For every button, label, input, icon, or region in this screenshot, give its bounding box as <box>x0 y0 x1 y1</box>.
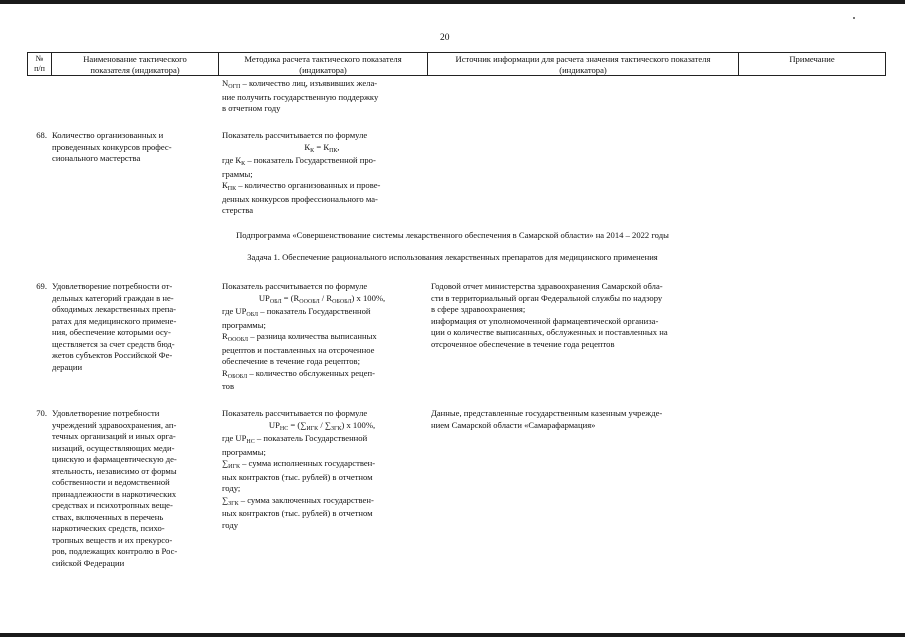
top-scan-border <box>0 0 905 4</box>
row68-method: Показатель рассчитывается по формуле $К_К = К_{ПК}$, где $К_К$ – показатель Государственной про- граммы; $К_{ПК}$ – количество организованных и прове- денных конкурсов профессионального ма- стерства <box>222 130 381 215</box>
continuation-text: $N_{ОГП}$ – количество лиц, изъявивших жела- ние получить государственную поддержку в отчетном году <box>222 78 379 113</box>
scan-speck <box>853 17 855 19</box>
page-number: 20 <box>440 33 450 43</box>
row69-method: Показатель рассчитывается по формуле $UP_{ОБЛ} = (R_{ОООБЛ} / R_{ОБОБЛ})$ x 100%, где $UP_{ОБЛ}$ – показатель Государственной программы; $R_{ОООБЛ}$ – разница количества выписанных рецептов и поставленных на отсроченное обеспечение в течение года рецептов; $R_{ОБОБЛ}$ – количество обслуженных рецеп- тов <box>222 281 386 391</box>
row69-number: 69. <box>36 281 47 291</box>
row70-number: 70. <box>36 408 47 418</box>
task-title: Задача 1. Обеспечение рационального использования лекарственных препаратов для медицинского применения <box>247 252 658 262</box>
row68-number: 68. <box>36 130 47 140</box>
header-name: Наименование тактического показателя (индикатора) <box>51 52 218 76</box>
header-note: Примечание <box>738 52 886 76</box>
row69-name: Удовлетворение потребности от- дельных категорий граждан в не- обходимых лекарственных препа- ратах для медицинского примене- ния, обеспечение которыми осу- ществляется за счет средств бюд- жетов субъектов Российской Фе- дерации <box>52 281 177 372</box>
header-source: Источник информации для расчета значения тактического показателя (индикатора) <box>427 52 738 76</box>
header-method: Методика расчета тактического показателя (индикатора) <box>218 52 427 76</box>
row70-name: Удовлетворение потребности учреждений здравоохранения, ап- течных организаций и иных орга- низаций, осуществляющих меди- цинскую и фармацевтическую де- ятельность, независимо от формы собственности и ведомственной принадлежности в наркотических средствах и психотропных веще- ствах, включенных в перечень наркотических средств, психо- тропных веществ и их прекурсо- ров, подлежащих контролю в Рос- сийской Федерации <box>52 408 178 568</box>
row68-name: Количество организованных и проведенных конкурсов профес- сионального мастерства <box>52 130 172 163</box>
row69-source: Годовой отчет министерства здравоохранения Самарской обла- сти в территориальный орган Федеральной службы по надзору в сфере здравоохранения; информация от уполномоченной фармацевтической организа- ции о количестве выписанных, обслуженных и поставленных на отсроченное обеспечение в течение года рецептов <box>431 281 668 349</box>
subprogram-title: Подпрограмма «Совершенствование системы лекарственного обеспечения в Самарской области» на 2014 – 2022 годы <box>236 230 669 240</box>
bottom-scan-border <box>0 633 905 637</box>
header-num: № п/п <box>27 52 51 76</box>
row70-source: Данные, представленные государственным казенным учрежде- нием Самарской области «Самарафармация» <box>431 408 663 430</box>
row70-method: Показатель рассчитывается по формуле $UP_{НС} = (\sum_{ИГК} / \sum_{ЗГК})$ x 100%, где $UP_{НС}$ – показатель Государственной программы; $\sum_{ИГК}$ – сумма исполненных государствен- ных контрактов (тыс. рублей) в отчетном году; $\sum_{ЗГК}$ – сумма заключенных государствен- ных контрактов (тыс. рублей) в отчетном году <box>222 408 376 530</box>
